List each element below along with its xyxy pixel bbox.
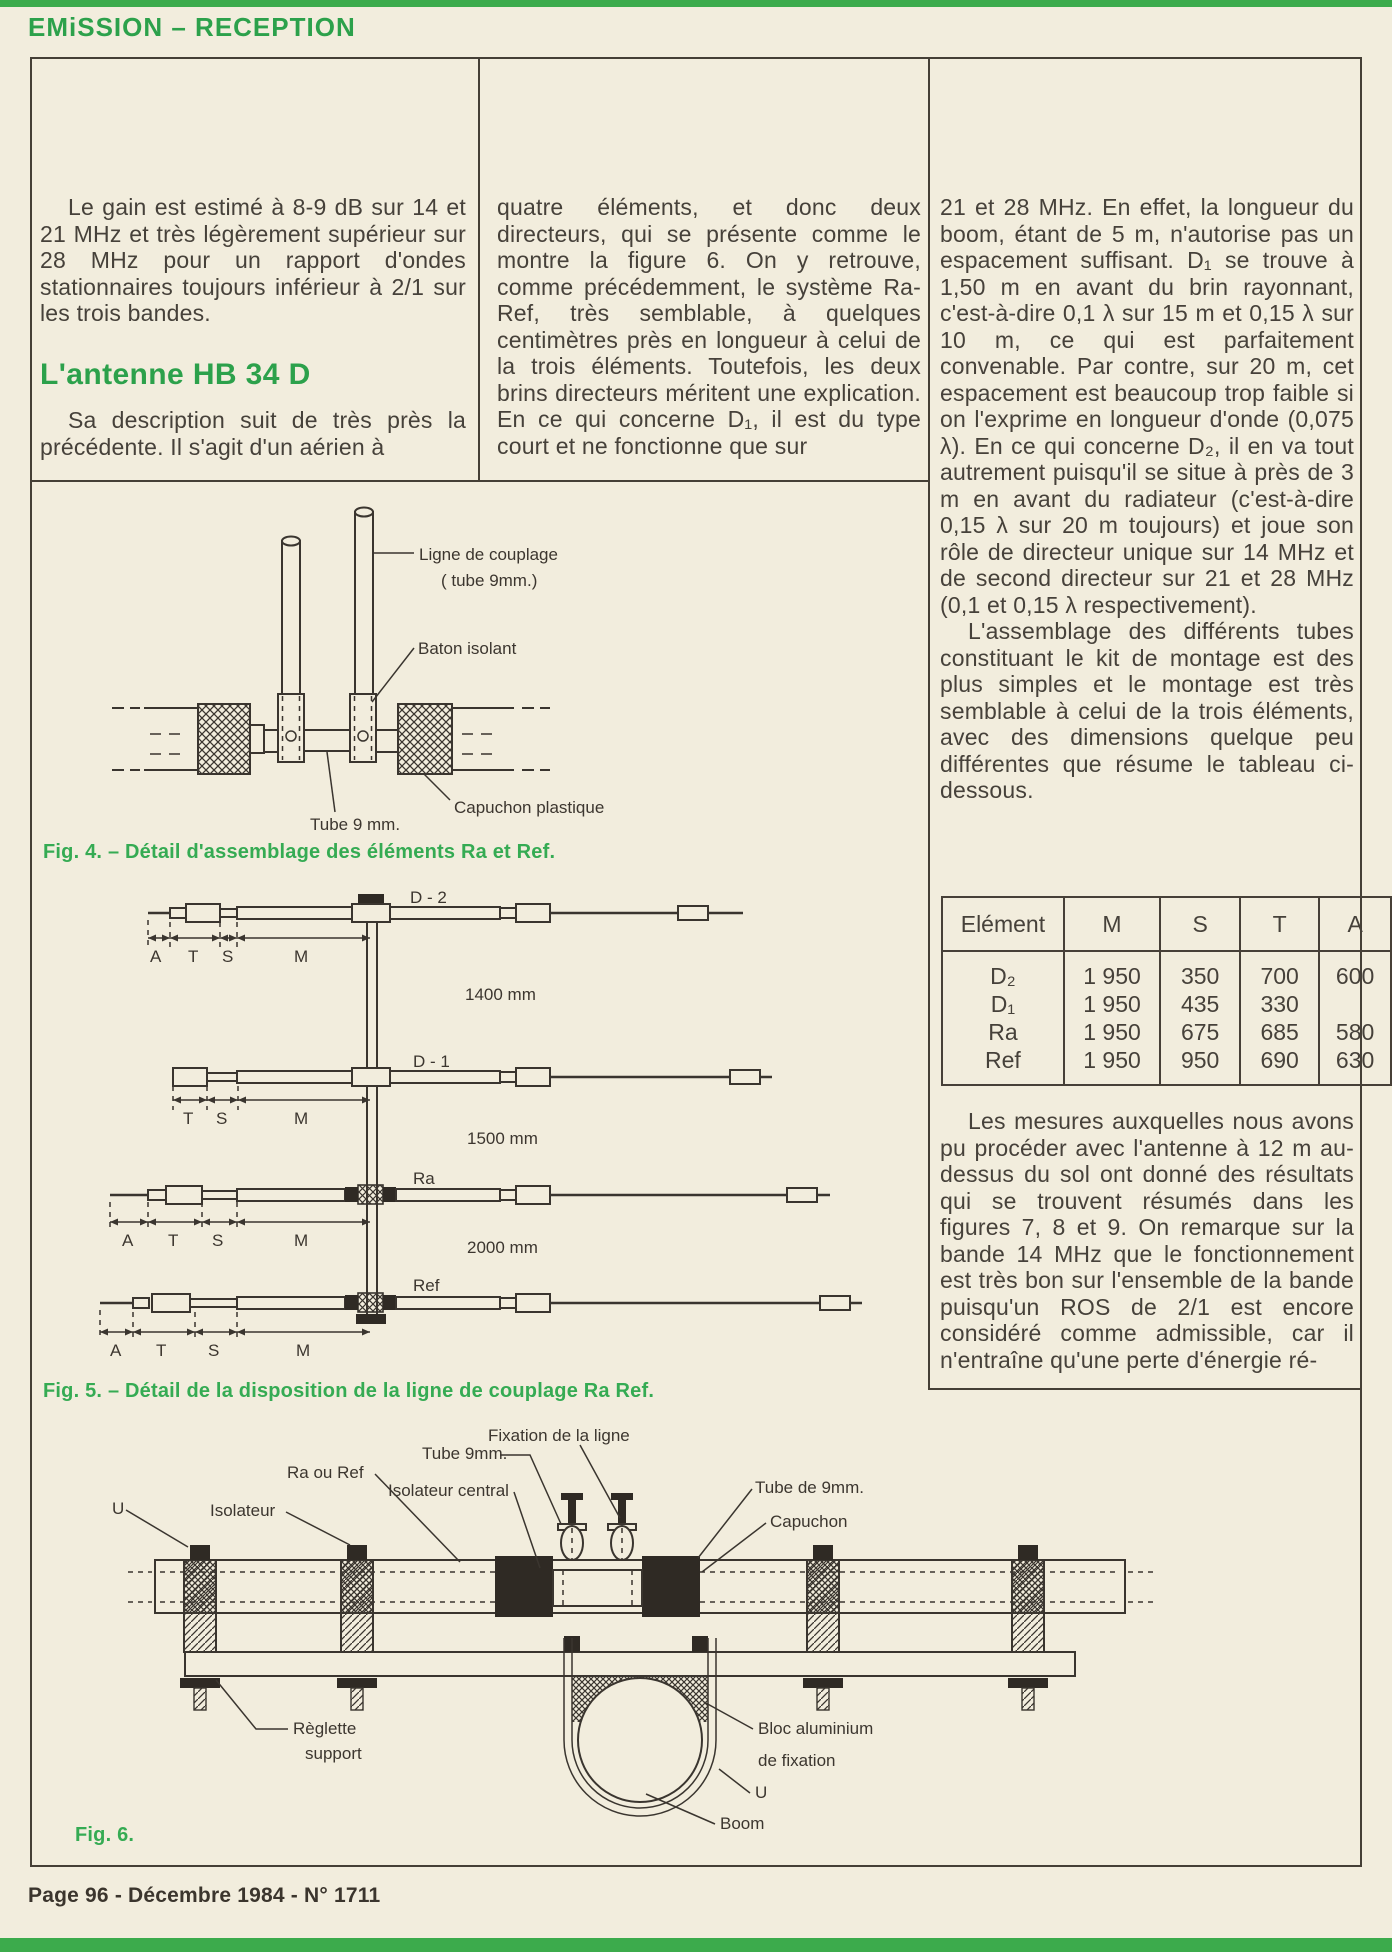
- table-cell: 580: [1335, 1018, 1375, 1045]
- label-support: support: [305, 1744, 362, 1763]
- table-cell: 1 950: [1064, 1018, 1160, 1046]
- table-header-cell: Elément: [942, 897, 1064, 951]
- table-header-cell: M: [1064, 897, 1160, 951]
- label-u-bolt: U: [112, 1499, 125, 1518]
- paragraph: Le gain est estimé à 8-9 dB sur 14 et 21 MHz et très légèrement supérieur sur 28 MHz pour un rapport d'ondes stationnaires toujours inférieur à 2/1 sur les trois bandes.: [40, 194, 466, 326]
- table-header-cell: S: [1160, 897, 1240, 951]
- label-fixation-ligne: Fixation de la ligne: [488, 1426, 630, 1445]
- table-row: [942, 951, 1391, 990]
- dim-letter-t: T: [156, 1341, 167, 1360]
- table-cell: 685: [1240, 1018, 1319, 1046]
- figure-5-caption: Fig. 5. – Détail de la disposition de la ligne de couplage Ra Ref.: [43, 1380, 655, 1402]
- dim-letter-s: S: [222, 947, 234, 966]
- label-tube-9mm: Tube 9 mm.: [310, 815, 401, 834]
- table-header-cell: T: [1240, 897, 1319, 951]
- table-header: [942, 897, 1391, 951]
- label-length-1400: 1400 mm: [465, 985, 536, 1004]
- figure-4-caption: Fig. 4. – Détail d'assemblage des éléments Ra et Ref.: [43, 841, 556, 863]
- dim-letter-a: A: [110, 1341, 122, 1360]
- label-tube-9mm: Tube 9mm.: [422, 1444, 508, 1463]
- table-cell: 700: [1240, 951, 1319, 990]
- column-3-text-bottom: [940, 1108, 1354, 1373]
- table-cell: [1319, 990, 1391, 1018]
- label-bloc-aluminium: Bloc aluminium: [758, 1719, 874, 1738]
- table-cell: 330: [1240, 990, 1319, 1018]
- column-divider-1: [478, 57, 480, 482]
- label-element-d2: D - 2: [410, 888, 447, 907]
- label-de-fixation: de fixation: [758, 1751, 836, 1770]
- label-boom: Boom: [720, 1814, 765, 1833]
- label-length-1500: 1500 mm: [467, 1129, 538, 1148]
- label-length-2000: 2000 mm: [467, 1238, 538, 1257]
- element-assembly: [112, 694, 550, 774]
- dim-letter-t: T: [183, 1109, 194, 1128]
- dim-letter-a: A: [122, 1231, 134, 1250]
- figure-6-caption: Fig. 6.: [75, 1824, 135, 1846]
- element-d2: [148, 888, 743, 1004]
- table-cell: 950: [1160, 1046, 1240, 1085]
- table-cell: Ra: [942, 1018, 1064, 1046]
- label-reglette: Règlette: [293, 1719, 357, 1738]
- line-fixing-bolt: [558, 1493, 586, 1560]
- table-cell: D₁: [942, 990, 1064, 1018]
- paragraph: quatre éléments, et donc deux directeurs, qui se présente comme le montre la figure 6. On y retrouve, comme précédemment, le système Ra-Ref, très semblable, à quelques centimètres près en longueur à celui de la trois éléments. Toutefois, les deux brins directeurs méritent une explication. En ce qui concerne D₁, il est du type court et ne fonctionne que sur: [497, 194, 921, 459]
- column3-bottom-divider: [928, 1388, 1362, 1390]
- table-row: [942, 1046, 1391, 1085]
- paragraph: 21 et 28 MHz. En effet, la longueur du boom, étant de 5 m, n'autorise pas un espacement suffisant. D₁ se trouve à 1,50 m en avant du brin rayonnant, c'est-à-dire 0,1 λ sur 15 m et 0,15 λ sur 10 m, ce qui est parfaitement convenable. Par contre, sur 20 m, cet espacement est beaucoup trop faible si on l'exprime en longueur d'onde (0,075 λ). En ce qui concerne D₂, il en va tout autrement puisqu'il se situe à près de 3 m en avant du radiateur (c'est-à-dire 0,15 λ sur 20 m toujours) et joue son rôle de directeur unique sur 14 MHz et de second directeur sur 21 et 28 MHz (0,1 et 0,15 λ respectivement).: [940, 194, 1354, 618]
- paragraph: L'assemblage des différents tubes constituant le kit de montage est des plus simples et le montage est très semblable à celui de la trois éléments, avec des dimensions quelque peu différentes que résume le tableau ci-dessous.: [940, 618, 1354, 803]
- dimensions-table: [941, 896, 1392, 1086]
- table-cell: Ref: [942, 1046, 1064, 1085]
- dim-letter-s: S: [212, 1231, 224, 1250]
- label-tube-paren: ( tube 9mm.): [441, 571, 538, 590]
- label-capuchon: Capuchon: [770, 1512, 848, 1531]
- label-tube-de-9mm: Tube de 9mm.: [755, 1478, 864, 1497]
- figure-5-diagram: [30, 870, 928, 1437]
- page-header: EMiSSION – RECEPTION: [28, 12, 356, 42]
- page-footer: Page 96 - Décembre 1984 - N° 1711: [28, 1884, 381, 1907]
- table-cell: 1 950: [1064, 990, 1160, 1018]
- label-capuchon-plastique: Capuchon plastique: [454, 798, 605, 817]
- element-ref: [100, 1276, 862, 1360]
- figure-6-diagram: [30, 1412, 1362, 1867]
- label-isolateur-central: Isolateur central: [388, 1481, 509, 1500]
- dimensions-table-wrap: [941, 896, 1392, 1086]
- dim-letter-t: T: [168, 1231, 179, 1250]
- label-isolateur: Isolateur: [210, 1501, 276, 1520]
- table-cell: 675: [1160, 1018, 1240, 1046]
- column-2-paragraph: [497, 194, 921, 459]
- table-row: [942, 990, 1391, 1018]
- dim-letter-t: T: [188, 947, 199, 966]
- paragraph: Sa description suit de très près la précédente. Il s'agit d'un aérien à: [40, 407, 466, 460]
- table-header-cell: A: [1319, 897, 1391, 951]
- table-cell: 1 950: [1064, 1046, 1160, 1085]
- label-element-ra: Ra: [413, 1169, 435, 1188]
- element-ra: [110, 1169, 830, 1257]
- section-heading: L'antenne HB 34 D: [40, 358, 311, 391]
- label-ra-ou-ref: Ra ou Ref: [287, 1463, 364, 1482]
- label-u-strap: U: [755, 1783, 768, 1802]
- column-3-text-top: [940, 194, 1354, 804]
- figure-4-diagram: [30, 482, 928, 870]
- table-cell: D₂: [942, 951, 1064, 990]
- table-row: [942, 1018, 1391, 1046]
- table-cell: 435: [1160, 990, 1240, 1018]
- table-cell: 600: [1335, 962, 1375, 989]
- label-baton-isolant: Baton isolant: [418, 639, 517, 658]
- dim-letter-m: M: [294, 947, 309, 966]
- dim-letter-s: S: [208, 1341, 220, 1360]
- page-edge-top: [0, 0, 1392, 7]
- table-cell: 690: [1240, 1046, 1319, 1085]
- column-1-paragraph-2: [40, 407, 466, 460]
- coupling-boom-line: [367, 910, 377, 1320]
- column-1-paragraph-1: [40, 194, 466, 327]
- dim-letter-m: M: [294, 1109, 309, 1128]
- page-edge-bottom: [0, 1938, 1392, 1952]
- label-element-d1: D - 1: [413, 1052, 450, 1071]
- dim-letter-m: M: [294, 1231, 309, 1250]
- element-d1: [173, 1052, 772, 1148]
- table-cell: 1 950: [1064, 951, 1160, 990]
- paragraph: Les mesures auxquelles nous avons pu procéder avec l'antenne à 12 m au-dessus du sol ont donné des résultats qui se trouvent résumés dans les figures 7, 8 et 9. On remarque sur la bande 14 MHz que le fonctionnement est très bon sur l'ensemble de la bande puisqu'un ROS de 2/1 est encore considéré comme admissible, car il n'entraîne qu'une perte d'énergie ré-: [940, 1108, 1354, 1373]
- table-cell: 630: [1335, 1046, 1375, 1073]
- central-insulator-assembly: [495, 1493, 700, 1617]
- table-cell: 350: [1160, 951, 1240, 990]
- dim-letter-m: M: [296, 1341, 311, 1360]
- dim-letter-a: A: [150, 947, 162, 966]
- label-element-ref: Ref: [413, 1276, 440, 1295]
- column-divider-2: [928, 57, 930, 1390]
- label-ligne-de-couplage: Ligne de couplage: [419, 545, 558, 564]
- dim-letter-s: S: [216, 1109, 228, 1128]
